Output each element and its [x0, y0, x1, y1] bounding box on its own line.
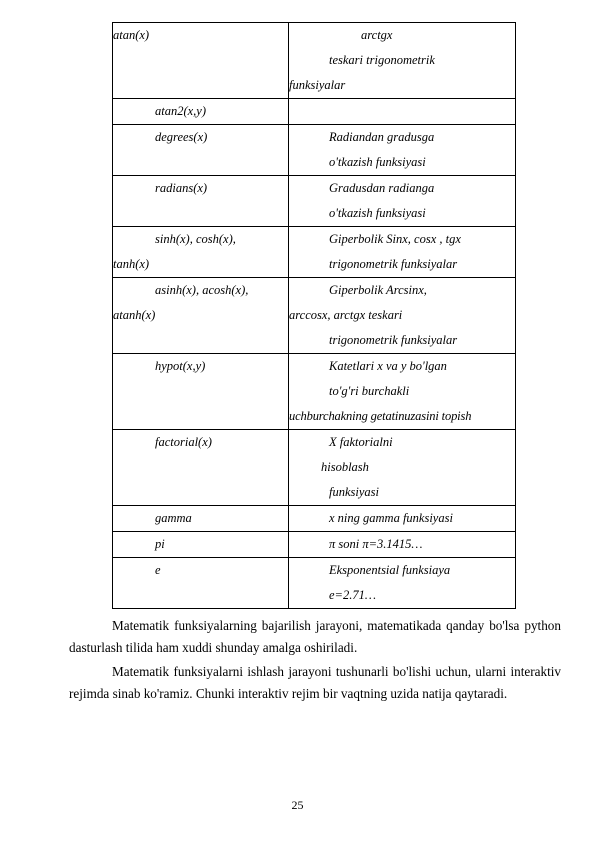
function-cell	[113, 430, 289, 506]
table-row	[113, 354, 516, 430]
description-line: Giperbolik Arcsinx,	[329, 283, 427, 297]
paragraph-text: Matematik funksiyalarni ishlash jarayoni tushunarli bo'lishi uchun, ularni interaktiv rejimda sinab ko'ramiz. Chunki interaktiv rejim bir vaqtning uzida natija qaytaradi.	[69, 664, 561, 701]
description-line: funksiyasi	[329, 485, 379, 499]
body-paragraph	[69, 615, 561, 659]
description-line: Katetlari x va y bo'lgan	[329, 359, 447, 373]
description-line: Giperbolik Sinx, cosx , tgx	[329, 232, 461, 246]
table-row	[113, 558, 516, 609]
description-cell	[289, 227, 516, 278]
description-line: teskari trigonometrik	[329, 53, 435, 67]
functions-table	[112, 22, 516, 609]
table-row	[113, 278, 516, 354]
page-number: 25	[291, 798, 304, 812]
function-name: pi	[155, 537, 165, 551]
function-name: degrees(x)	[155, 130, 208, 144]
table-row	[113, 176, 516, 227]
description-cell	[289, 532, 516, 558]
table-row	[113, 227, 516, 278]
description-line: X faktorialni	[329, 435, 393, 449]
table-row	[113, 532, 516, 558]
function-name: hypot(x,y)	[155, 359, 206, 373]
description-line: π soni π=3.1415…	[329, 537, 423, 551]
function-name: sinh(x), cosh(x),	[155, 232, 236, 246]
function-name: asinh(x), acosh(x),	[155, 283, 249, 297]
description-cell	[289, 430, 516, 506]
table-row	[113, 125, 516, 176]
function-cell	[113, 125, 289, 176]
description-cell	[289, 176, 516, 227]
function-cell	[113, 23, 289, 99]
description-line: trigonometrik funksiyalar	[329, 257, 458, 271]
function-name: atanh(x)	[113, 308, 156, 322]
paragraph-text: Matematik funksiyalarning bajarilish jarayoni, matematikada qanday bo'lsa python dasturlash tilida ham xuddi shunday amalga oshiriladi.	[69, 618, 561, 655]
function-cell	[113, 278, 289, 354]
function-name: e	[155, 563, 161, 577]
table-row	[113, 99, 516, 125]
function-name: factorial(x)	[155, 435, 212, 449]
function-cell	[113, 558, 289, 609]
function-cell	[113, 99, 289, 125]
description-line: arccosx, arctgx teskari	[289, 308, 403, 322]
function-name: atan2(x,y)	[155, 104, 207, 118]
description-line: arctgx	[361, 28, 393, 42]
description-line: x ning gamma funksiyasi	[329, 511, 453, 525]
function-name: radians(x)	[155, 181, 208, 195]
body-paragraph	[69, 661, 561, 705]
table-row	[113, 506, 516, 532]
description-line: to'g'ri burchakli	[329, 384, 410, 398]
table-row	[113, 23, 516, 99]
table-row	[113, 430, 516, 506]
function-cell	[113, 506, 289, 532]
description-line: Eksponentsial funksiaya	[329, 563, 451, 577]
description-cell	[289, 278, 516, 354]
description-cell	[289, 558, 516, 609]
function-cell	[113, 227, 289, 278]
function-name: tanh(x)	[113, 257, 150, 271]
description-line: hisoblash	[321, 460, 369, 474]
function-cell	[113, 532, 289, 558]
function-cell	[113, 354, 289, 430]
description-cell	[289, 125, 516, 176]
function-name: gamma	[155, 511, 192, 525]
description-line: uchburchakning getatinuzasini topish	[289, 409, 472, 423]
description-cell	[289, 354, 516, 430]
description-cell	[289, 506, 516, 532]
description-line: o'tkazish funksiyasi	[329, 206, 426, 220]
description-line: o'tkazish funksiyasi	[329, 155, 426, 169]
description-cell	[289, 99, 516, 125]
description-cell	[289, 23, 516, 99]
description-line: e=2.71…	[329, 588, 376, 602]
description-line: Radiandan gradusga	[329, 130, 435, 144]
function-cell	[113, 176, 289, 227]
description-line: funksiyalar	[289, 78, 346, 92]
function-name: atan(x)	[113, 28, 150, 42]
description-line: trigonometrik funksiyalar	[329, 333, 458, 347]
description-line: Gradusdan radianga	[329, 181, 435, 195]
